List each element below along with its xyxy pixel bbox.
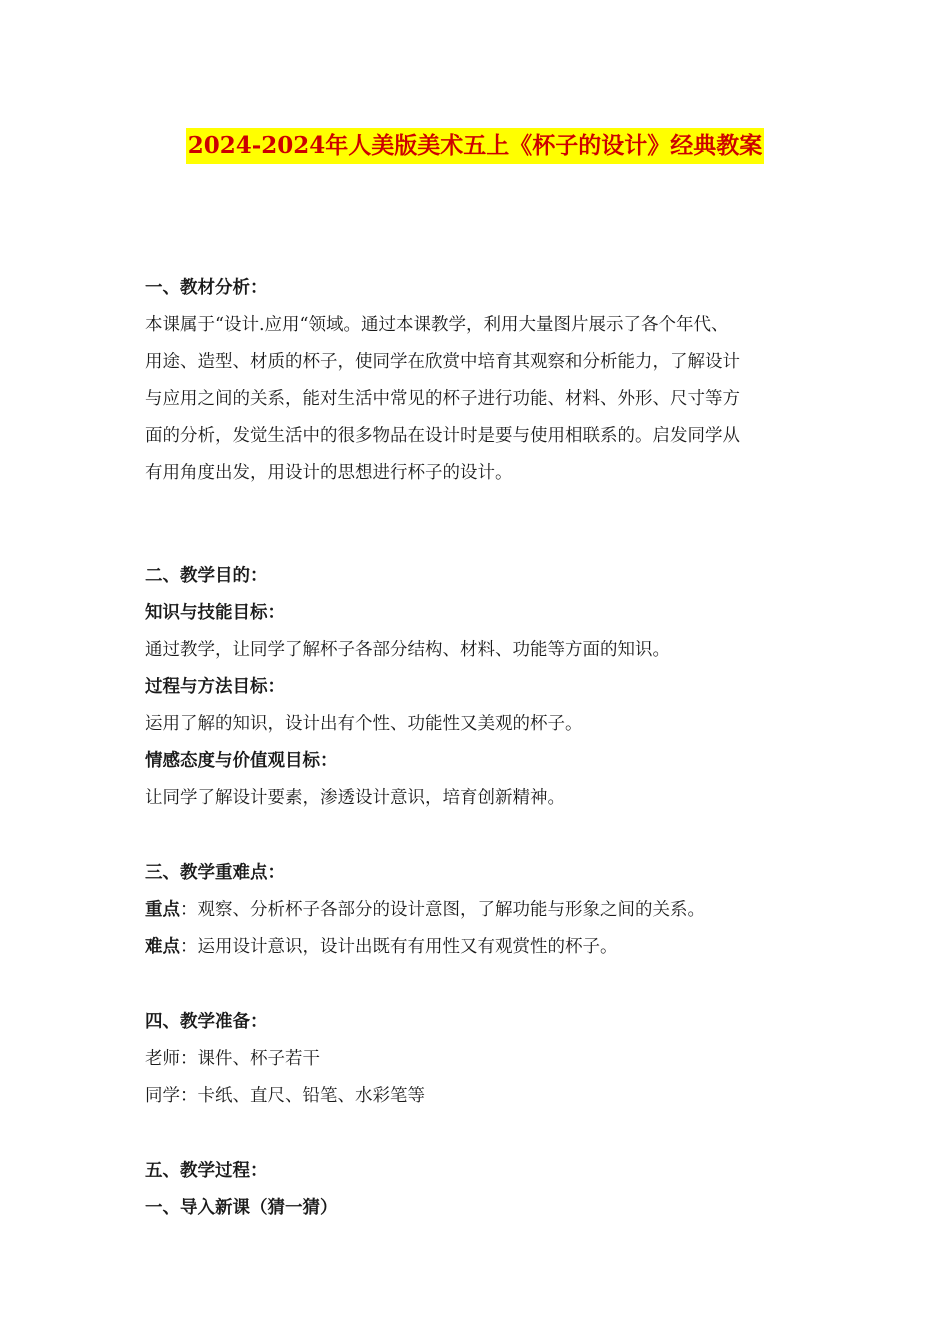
- difficult-point-line: [145, 929, 810, 966]
- section-heading-goals: 二、教学目的：: [145, 566, 268, 586]
- goal-emotion-label: 情感态度与价值观目标：: [145, 751, 338, 771]
- key-point-line: [145, 892, 810, 929]
- analysis-line-1: 本课属于“设计.应用“领域。通过本课教学，利用大量图片展示了各个年代、: [145, 315, 729, 335]
- section-heading-preparation: 四、教学准备：: [145, 1012, 268, 1032]
- document-title: 2024-2024年人美版美术五上《杯子的设计》经典教案: [186, 128, 765, 164]
- spacer: [145, 1115, 810, 1153]
- teacher-preparation: 老师：课件、杯子若干: [145, 1049, 320, 1069]
- student-preparation: 同学：卡纸、直尺、铅笔、水彩笔等: [145, 1086, 425, 1106]
- goal-emotion-text: 让同学了解设计要素，渗透设计意识，培育创新精神。: [145, 788, 565, 808]
- section-heading-key-points: 三、教学重难点：: [145, 863, 285, 883]
- key-point-text: ：观察、分析杯子各部分的设计意图，了解功能与形象之间的关系。: [180, 900, 705, 920]
- spacer: [145, 492, 810, 558]
- goal-knowledge-label: 知识与技能目标：: [145, 603, 285, 623]
- analysis-line-2: 用途、造型、材质的杯子，使同学在欣赏中培育其观察和分析能力，了解设计: [145, 352, 740, 372]
- step-heading-intro: 一、导入新课（猜一猜）: [145, 1198, 338, 1218]
- section-heading-process: 五、教学过程：: [145, 1161, 268, 1181]
- analysis-line-3: 与应用之间的关系，能对生活中常见的杯子进行功能、材料、外形、尺寸等方: [145, 389, 740, 409]
- goal-knowledge-text: 通过教学，让同学了解杯子各部分结构、材料、功能等方面的知识。: [145, 640, 670, 660]
- title-container: [0, 128, 950, 164]
- analysis-line-4: 面的分析，发觉生活中的很多物品在设计时是要与使用相联系的。启发同学从: [145, 426, 740, 446]
- document-body: [145, 270, 810, 1227]
- spacer: [145, 817, 810, 855]
- analysis-line-5: 有用角度出发，用设计的思想进行杯子的设计。: [145, 463, 513, 483]
- spacer: [145, 966, 810, 1004]
- difficult-point-text: ：运用设计意识，设计出既有有用性又有观赏性的杯子。: [180, 937, 618, 957]
- goal-process-text: 运用了解的知识，设计出有个性、功能性又美观的杯子。: [145, 714, 583, 734]
- section-heading-analysis: 一、教材分析：: [145, 278, 268, 298]
- goal-process-label: 过程与方法目标：: [145, 677, 285, 697]
- key-point-label: 重点: [145, 900, 180, 920]
- difficult-point-label: 难点: [145, 937, 180, 957]
